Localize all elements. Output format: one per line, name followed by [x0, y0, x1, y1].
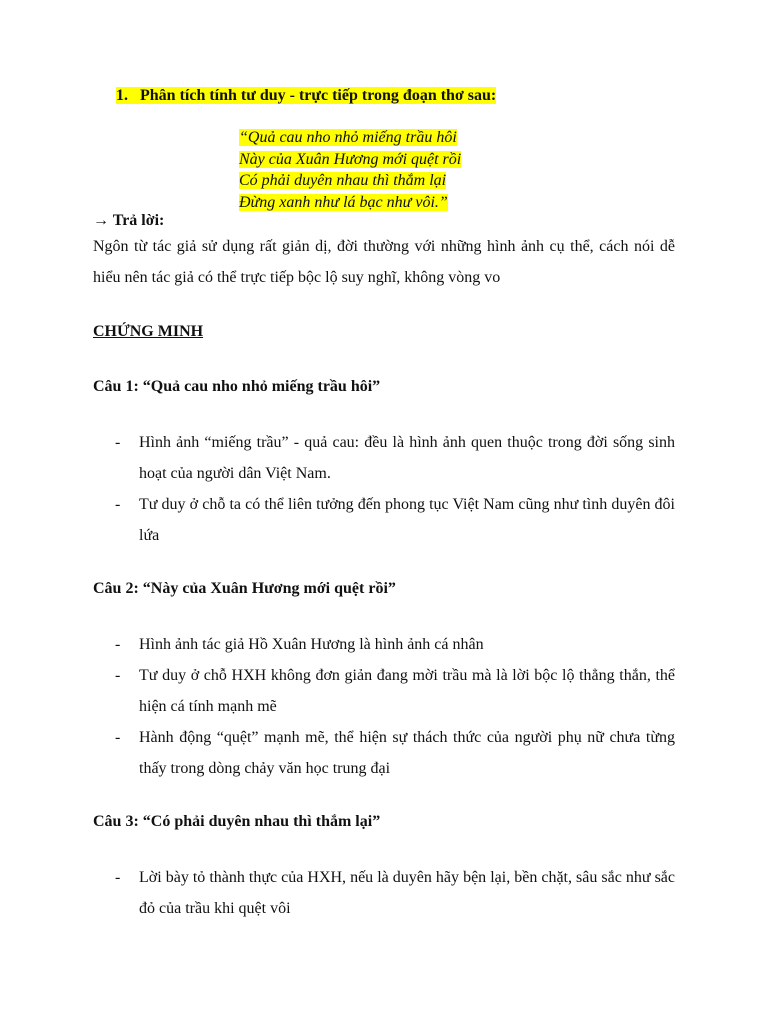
- list-item: [93, 427, 675, 489]
- list-item: [93, 660, 675, 722]
- list-item: [93, 629, 675, 660]
- answer-intro: Ngôn từ tác giả sử dụng rất giản dị, đời thường với những hình ảnh cụ thể, cách nói dễ hiểu nên tác giả có thể trực tiếp bộc lộ suy nghĩ, không vòng vo: [93, 238, 675, 286]
- poem-line: Này của Xuân Hương mới quệt rồi: [239, 150, 462, 168]
- list-item-text: Hình ảnh “miếng trầu” - quả cau: đều là hình ảnh quen thuộc trong đời sống sinh hoạt của người dân Việt Nam.: [139, 434, 675, 482]
- answer-label: → Trả lời:: [93, 212, 165, 229]
- list-item-text: Tư duy ở chỗ ta có thể liên tưởng đến phong tục Việt Nam cũng như tình duyên đôi lứa: [139, 496, 675, 544]
- list-item-text: Tư duy ở chỗ HXH không đơn giản đang mời trầu mà là lời bộc lộ thẳng thắn, thể hiện cá tính mạnh mẽ: [139, 667, 675, 715]
- section-heading-3: Câu 3: “Có phải duyên nhau thì thắm lại”: [93, 813, 381, 830]
- poem-line: “Quả cau nho nhỏ miếng trầu hôi: [239, 129, 457, 146]
- section-heading-1: Câu 1: “Quả cau nho nhỏ miếng trầu hôi”: [93, 378, 381, 395]
- list-item-text: Hình ảnh tác giả Hồ Xuân Hương là hình ảnh cá nhân: [139, 636, 484, 653]
- bullet-dash: -: [115, 434, 121, 451]
- bullet-dash: -: [115, 729, 121, 746]
- list-item: [93, 489, 675, 551]
- list-item-text: Hành động “quệt” mạnh mẽ, thể hiện sự thách thức của người phụ nữ chưa từng thấy trong dòng chảy văn học trung đại: [139, 729, 675, 777]
- poem-block: [239, 127, 461, 213]
- list-item: [93, 722, 675, 784]
- poem-line: Có phải duyên nhau thì thắm lại: [239, 172, 447, 189]
- question-title: [116, 87, 496, 105]
- list-item: [93, 862, 675, 924]
- bullet-dash: -: [115, 869, 121, 886]
- proof-heading: CHỨNG MINH: [93, 323, 204, 340]
- bullet-dash: -: [115, 667, 121, 684]
- section-heading-2: Câu 2: “Này của Xuân Hương mới quệt rồi”: [93, 580, 396, 597]
- question-text: Phân tích tính tư duy - trực tiếp trong đoạn thơ sau:: [140, 87, 497, 104]
- list-item-text: Lời bày tỏ thành thực của HXH, nếu là duyên hãy bện lại, bền chặt, sâu sắc như sắc đỏ của trầu khi quệt vôi: [139, 869, 675, 917]
- poem-line: Đừng xanh như lá bạc như vôi.”: [239, 193, 448, 211]
- bullet-dash: -: [115, 496, 121, 513]
- bullet-dash: -: [115, 636, 121, 653]
- question-number: 1.: [116, 87, 128, 104]
